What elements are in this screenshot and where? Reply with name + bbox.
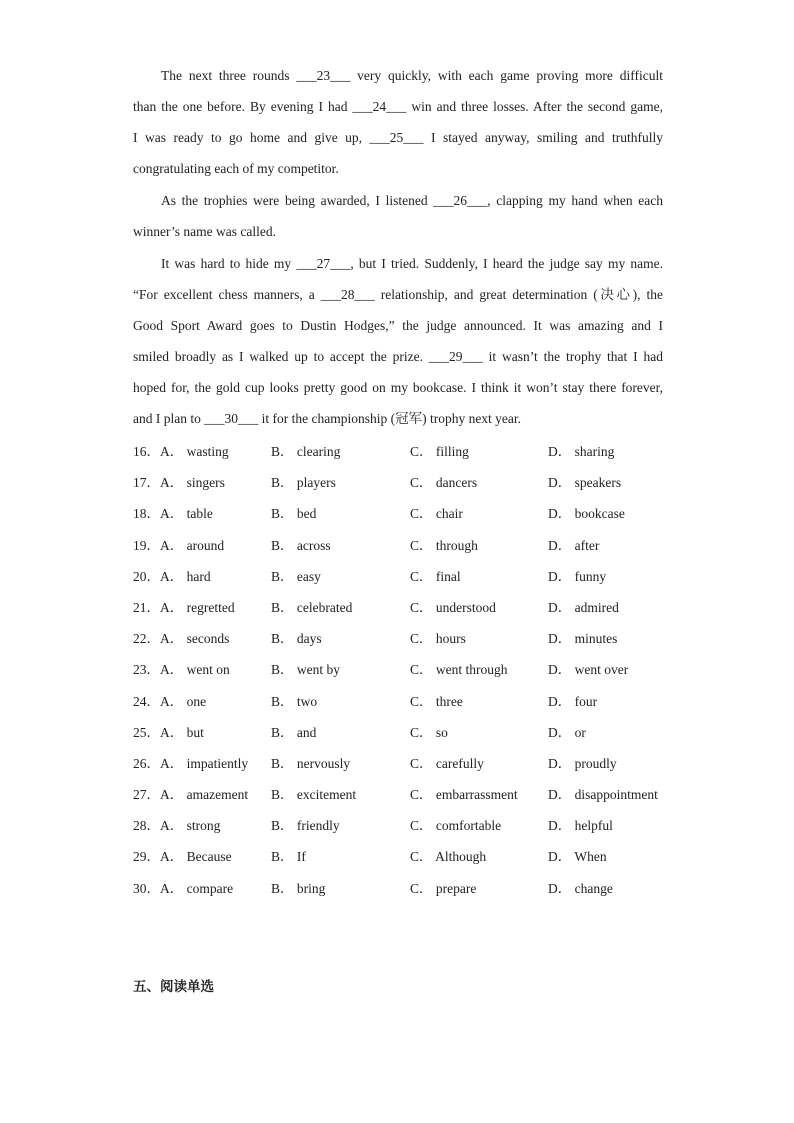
option-d: D． bookcase — [548, 506, 625, 522]
option-d: D． sharing — [548, 444, 615, 459]
question-row — [133, 686, 693, 717]
option-c: C． hours — [410, 631, 466, 647]
option-d: D． disappointment — [548, 787, 658, 803]
option-a: A． wasting — [160, 444, 229, 459]
question-number: 16． — [133, 444, 160, 459]
question-number: 19． — [133, 537, 160, 553]
question-row — [133, 841, 693, 872]
option-c: C． understood — [410, 599, 496, 615]
option-a: A． one — [160, 693, 207, 709]
option-c: C． chair — [410, 506, 463, 522]
passage-paragraph-2 — [133, 185, 663, 247]
option-d: D． change — [548, 880, 613, 896]
option-a: A． but — [160, 724, 204, 740]
passage-paragraph-1 — [133, 60, 663, 184]
question-row — [133, 873, 693, 904]
option-c: C． went through — [410, 662, 508, 678]
option-d: D． four — [548, 693, 598, 709]
question-number: 27． — [133, 787, 160, 803]
option-c: C． embarrassment — [410, 787, 518, 803]
question-number: 22． — [133, 631, 160, 647]
option-a: A． impatiently — [160, 755, 249, 771]
option-a: A． hard — [160, 568, 211, 584]
option-b: B． celebrated — [271, 599, 353, 615]
option-d: D． or — [548, 724, 586, 740]
question-number: 30． — [133, 880, 160, 896]
option-d: D． went over — [548, 662, 629, 678]
option-b: B． easy — [271, 568, 321, 584]
question-number: 29． — [133, 849, 160, 865]
option-a: A． compare — [160, 880, 234, 896]
option-d: D． When — [548, 849, 607, 865]
option-b: B． bring — [271, 880, 326, 896]
passage-line: I was ready to go home and give up, ___25___ I stayed anyway, smiling and truthfully — [133, 130, 663, 145]
passage-line: and I plan to ___30___ it for the championship (冠军) trophy next year. — [133, 411, 522, 426]
passage-line: winner’s name was called. — [133, 224, 276, 239]
question-number: 28． — [133, 818, 160, 834]
option-b: B． clearing — [271, 444, 341, 459]
passage-line: Good Sport Award goes to Dustin Hodges,” the judge announced. It was amazing and I — [133, 318, 663, 333]
question-number: 23． — [133, 662, 160, 678]
option-b: B． went by — [271, 662, 340, 678]
option-a: A． amazement — [160, 787, 249, 803]
question-number: 20． — [133, 568, 160, 584]
option-b: B． nervously — [271, 755, 351, 771]
option-b: B． friendly — [271, 818, 340, 834]
option-a: A． table — [160, 506, 213, 522]
option-d: D． funny — [548, 568, 607, 584]
option-b: B． two — [271, 693, 318, 709]
question-number: 25． — [133, 724, 160, 740]
section-title: 五、阅读单选 — [133, 979, 214, 995]
option-c: C． filling — [410, 444, 469, 459]
option-c: C． through — [410, 537, 478, 553]
question-row — [133, 498, 693, 529]
question-row — [133, 717, 693, 748]
option-b: B． bed — [271, 506, 317, 522]
question-number: 24． — [133, 693, 160, 709]
option-a: A． around — [160, 537, 225, 553]
option-a: A． Because — [160, 849, 232, 865]
option-b: B． excitement — [271, 787, 357, 803]
question-row — [133, 623, 693, 654]
option-a: A． regretted — [160, 599, 235, 615]
option-a: A． strong — [160, 818, 221, 834]
question-row — [133, 530, 693, 561]
passage-line: The next three rounds ___23___ very quickly, with each game proving more difficult — [161, 68, 663, 83]
option-a: A． singers — [160, 475, 225, 491]
option-b: B． days — [271, 631, 322, 647]
passage-line: hoped for, the gold cup looks pretty good on my bookcase. I think it won’t stay there forever, — [133, 380, 663, 395]
question-number: 17． — [133, 475, 160, 491]
question-row — [133, 654, 693, 685]
option-c: C． carefully — [410, 755, 484, 771]
option-d: D． after — [548, 537, 600, 553]
option-c: C． comfortable — [410, 818, 502, 834]
question-row — [133, 810, 693, 841]
option-d: D． proudly — [548, 755, 617, 771]
question-options-list — [133, 436, 693, 904]
question-row — [133, 592, 693, 623]
passage-paragraph-3 — [133, 248, 663, 434]
question-number: 18． — [133, 506, 160, 522]
option-c: C． final — [410, 568, 461, 584]
passage-line: As the trophies were being awarded, I listened ___26___, clapping my hand when each — [161, 193, 663, 208]
option-c: C． prepare — [410, 880, 477, 896]
option-a: A． seconds — [160, 631, 230, 647]
option-d: D． admired — [548, 599, 619, 615]
option-c: C． so — [410, 724, 448, 740]
option-b: B． If — [271, 849, 306, 865]
passage-line: than the one before. By evening I had ___24___ win and three losses. After the second game, — [133, 99, 663, 114]
passage-line: congratulating each of my competitor. — [133, 161, 339, 176]
option-d: D． speakers — [548, 475, 622, 491]
option-a: A． went on — [160, 662, 230, 678]
question-row — [133, 436, 693, 467]
option-d: D． minutes — [548, 631, 618, 647]
passage-line: It was hard to hide my ___27___, but I tried. Suddenly, I heard the judge say my name. — [161, 256, 663, 271]
question-row — [133, 561, 693, 592]
question-row — [133, 779, 693, 810]
question-row — [133, 748, 693, 779]
question-number: 21． — [133, 599, 160, 615]
option-c: C． Although — [410, 849, 487, 865]
option-c: C． dancers — [410, 475, 478, 491]
option-b: B． players — [271, 475, 336, 491]
question-row — [133, 467, 693, 498]
question-number: 26． — [133, 755, 160, 771]
option-d: D． helpful — [548, 818, 613, 834]
passage-line: smiled broadly as I walked up to accept the prize. ___29___ it wasn’t the trophy that I had — [133, 349, 663, 364]
option-b: B． and — [271, 724, 317, 740]
passage-line: “For excellent chess manners, a ___28___ relationship, and great determination (决心), the — [133, 287, 663, 302]
option-c: C． three — [410, 693, 463, 709]
option-b: B． across — [271, 537, 331, 553]
